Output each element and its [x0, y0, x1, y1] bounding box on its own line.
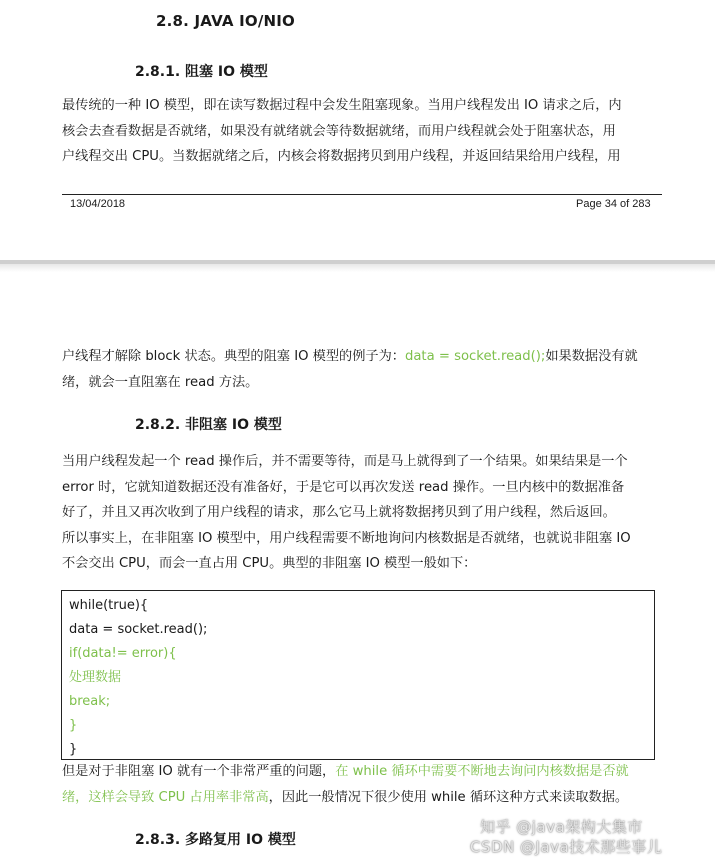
footer-date: 13/04/2018: [70, 198, 126, 210]
text-segment: ，因此一般情况下很少使用 while 循环这种方式来读取数据。: [268, 789, 629, 805]
text-segment: 如果数据没有就: [545, 349, 638, 364]
paragraph-line: 好了，并且又再次收到了用户线程的请求，那么它马上就将数据拷贝到了用户线程，然后返回。: [62, 505, 616, 521]
subheading-multiplex-io: 2.8.3. 多路复用 IO 模型: [135, 832, 296, 848]
section-heading-java-io-nio: 2.8. JAVA IO/NIO: [156, 12, 295, 30]
paragraph-line: 不会交出 CPU，而会一直占用 CPU。典型的非阻塞 IO 模型一般如下：: [62, 556, 477, 572]
paragraph-line: 当用户线程发起一个 read 操作后，并不需要等待，而是马上就得到了一个结果。如果结果是一个: [62, 454, 628, 469]
text-segment: 但是对于非阻塞 IO 就有一个非常严重的问题，: [62, 764, 336, 779]
paragraph-line: 所以事实上，在非阻塞 IO 模型中，用户线程需要不断地询问内核数据是否就绪，也就说非阻塞 IO: [62, 530, 631, 546]
highlight-text: 在 while 循环中需要不断地去询问内核数据是否就: [335, 764, 629, 779]
zhihu-watermark: 知乎 @java架构大集市: [480, 818, 643, 836]
nonblocking-io-paragraph: [62, 449, 662, 577]
page-separator-shadow: [0, 264, 715, 272]
code-line: }: [69, 742, 78, 757]
code-line: break;: [69, 694, 111, 709]
paragraph-line: [62, 785, 662, 811]
code-line: 处理数据: [69, 670, 122, 685]
footer-page-number: Page 34 of 283: [576, 198, 651, 210]
subheading-blocking-io: 2.8.1. 阻塞 IO 模型: [135, 64, 268, 80]
code-line: while(true){: [69, 598, 149, 613]
footer-rule: [62, 194, 662, 195]
paragraph-line: [62, 759, 662, 785]
code-line: }: [69, 718, 78, 733]
csdn-watermark: CSDN @Java技术那些事儿: [470, 838, 663, 856]
code-block: [61, 590, 655, 760]
inline-code: data = socket.read();: [404, 349, 546, 364]
highlight-text: 绪，这样会导致 CPU 占用率非常高: [62, 789, 269, 805]
paragraph-line: 最传统的一种 IO 模型，即在读写数据过程中会发生阻塞现象。当用户线程发出 IO 请求之后，内: [62, 98, 622, 113]
text-segment: 户线程才解除 block 状态。典型的阻塞 IO 模型的例子为：: [62, 349, 405, 364]
code-line: data = socket.read();: [69, 622, 208, 637]
paragraph-line: [62, 344, 662, 370]
code-line: if(data!= error){: [69, 646, 177, 661]
subheading-nonblocking-io: 2.8.2. 非阻塞 IO 模型: [135, 417, 282, 433]
paragraph-line: error 时，它就知道数据还没有准备好，于是它可以再次发送 read 操作。一旦内核中的数据准备: [62, 479, 625, 495]
paragraph-line: 核会去查看数据是否就绪，如果没有就绪就会等待数据就绪，而用户线程就会处于阻塞状态，用: [62, 123, 616, 139]
paragraph-line: 绪，就会一直阻塞在 read 方法。: [62, 374, 259, 390]
problem-paragraph: [62, 759, 662, 810]
continuation-paragraph: [62, 344, 662, 395]
paragraph-line: 户线程交出 CPU。当数据就绪之后，内核会将数据拷贝到用户线程，并返回结果给用户线程，用: [62, 149, 621, 165]
blocking-io-paragraph: [62, 93, 662, 170]
